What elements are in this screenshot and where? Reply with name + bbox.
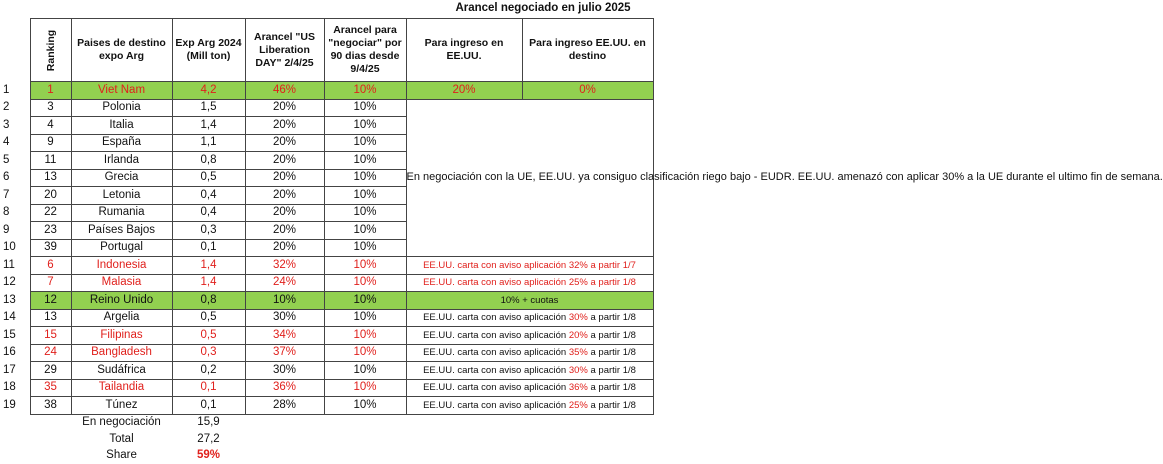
negotiate-tariff-cell: 10% — [324, 152, 406, 170]
row-number: 1 — [3, 83, 10, 96]
rank-cell: 13 — [30, 169, 71, 187]
note-text: a partir 1/8 — [587, 364, 636, 376]
row-number: 12 — [3, 276, 16, 289]
note-percent: 35% — [568, 347, 588, 359]
negotiate-tariff-cell: 10% — [324, 362, 406, 380]
row-number: 5 — [3, 153, 10, 166]
country-cell: Grecia — [71, 169, 172, 187]
row-number-header — [0, 19, 30, 82]
header-ranking: Ranking — [30, 19, 71, 82]
exports-cell: 0,2 — [172, 362, 245, 380]
negotiate-tariff-cell: 10% — [324, 309, 406, 327]
row-number: 7 — [3, 188, 10, 201]
liberation-tariff-cell: 20% — [245, 239, 324, 257]
table-row — [0, 309, 653, 327]
negotiate-tariff-cell: 10% — [324, 222, 406, 240]
negotiate-tariff-cell: 10% — [324, 134, 406, 152]
table-row — [0, 327, 653, 345]
negotiated-tariff-header: Arancel negociado en julio 2025 — [455, 2, 631, 14]
us-letter-note — [406, 257, 653, 275]
country-cell: Letonia — [71, 187, 172, 205]
country-cell: Rumania — [71, 204, 172, 222]
grand-total-value: 27,2 — [197, 432, 220, 445]
liberation-tariff-cell: 20% — [245, 134, 324, 152]
liberation-tariff-cell: 10% — [245, 292, 324, 310]
header-liberation-day: Arancel "US Liberation DAY" 2/4/25 — [245, 19, 324, 82]
share-value: 59% — [196, 449, 221, 462]
country-cell: Portugal — [71, 239, 172, 257]
exports-cell: 0,1 — [172, 397, 245, 415]
note-text: EE.UU. carta con aviso aplicación — [423, 277, 569, 289]
negotiate-tariff-cell: 10% — [324, 274, 406, 292]
note-text: a partir 1/8 — [587, 382, 636, 394]
country-cell: Argelia — [71, 309, 172, 327]
country-cell: Bangladesh — [71, 344, 172, 362]
rank-cell: 1 — [30, 82, 71, 100]
negotiate-tariff-cell: 10% — [324, 327, 406, 345]
row-number: 9 — [3, 223, 10, 236]
note-text: a partir 1/8 — [587, 329, 636, 341]
negotiate-tariff-cell: 10% — [324, 117, 406, 135]
header-exports: Exp Arg 2024 (Mill ton) — [172, 19, 245, 82]
note-percent: 32% — [568, 259, 588, 271]
exports-cell: 0,8 — [172, 292, 245, 310]
exports-cell: 0,3 — [172, 344, 245, 362]
liberation-tariff-cell: 46% — [245, 82, 324, 100]
note-text: a partir 1/8 — [587, 399, 636, 411]
liberation-tariff-cell: 20% — [245, 117, 324, 135]
table-row — [0, 274, 653, 292]
note-text: EE.UU. carta con aviso aplicación — [423, 347, 569, 359]
note-percent: 30% — [568, 312, 588, 324]
row-number: 13 — [3, 293, 16, 306]
country-cell: Irlanda — [71, 152, 172, 170]
header-entry-destination: Para ingreso EE.UU. en destino — [522, 19, 653, 82]
us-letter-note — [406, 327, 653, 345]
negotiate-tariff-cell: 10% — [324, 379, 406, 397]
us-letter-note — [406, 362, 653, 380]
liberation-tariff-cell: 30% — [245, 309, 324, 327]
rank-cell: 20 — [30, 187, 71, 205]
liberation-tariff-cell: 20% — [245, 222, 324, 240]
liberation-tariff-cell: 37% — [245, 344, 324, 362]
blank-cell — [0, 448, 71, 464]
rank-cell: 24 — [30, 344, 71, 362]
country-cell: Países Bajos — [71, 222, 172, 240]
rank-cell: 35 — [30, 379, 71, 397]
exports-cell: 1,4 — [172, 117, 245, 135]
table-row — [0, 292, 653, 310]
liberation-tariff-cell: 34% — [245, 327, 324, 345]
us-letter-note — [406, 309, 653, 327]
uk-note: 10% + cuotas — [406, 292, 653, 310]
row-number: 2 — [3, 101, 10, 114]
table-row — [0, 362, 653, 380]
exports-cell: 0,1 — [172, 379, 245, 397]
negotiate-tariff-cell: 10% — [324, 257, 406, 275]
summary-row — [0, 431, 653, 448]
row-number: 10 — [3, 241, 16, 254]
note-text: a partir 1/7 — [587, 259, 636, 271]
exports-cell: 0,3 — [172, 222, 245, 240]
summary-row — [0, 414, 653, 431]
liberation-tariff-cell: 20% — [245, 169, 324, 187]
exports-cell: 0,5 — [172, 309, 245, 327]
country-cell: Indonesia — [71, 257, 172, 275]
liberation-tariff-cell: 28% — [245, 397, 324, 415]
negotiate-tariff-cell: 10% — [324, 344, 406, 362]
row-number: 14 — [3, 311, 16, 324]
country-cell: Túnez — [71, 397, 172, 415]
country-cell: Tailandia — [71, 379, 172, 397]
row-number: 4 — [3, 136, 10, 149]
row-number: 19 — [3, 398, 16, 411]
eu-negotiation-note: En negociación con la UE, EE.UU. ya consiguo clasificación riego bajo - EUDR. EE.UU. amenazó con aplicar 30% a la UE durante el ultimo fin de semana. — [406, 99, 653, 257]
liberation-tariff-cell: 30% — [245, 362, 324, 380]
negotiate-tariff-cell: 10% — [324, 204, 406, 222]
note-text: EE.UU. carta con aviso aplicación — [423, 312, 569, 324]
country-cell: Sudáfrica — [71, 362, 172, 380]
rank-cell: 23 — [30, 222, 71, 240]
note-text: EE.UU. carta con aviso aplicación — [423, 259, 569, 271]
country-cell: Viet Nam — [71, 82, 172, 100]
country-cell: Polonia — [71, 99, 172, 117]
country-cell: Reino Unido — [71, 292, 172, 310]
note-percent: 20% — [568, 329, 588, 341]
negotiate-tariff-cell: 10% — [324, 239, 406, 257]
liberation-tariff-cell: 20% — [245, 204, 324, 222]
us-letter-note — [406, 379, 653, 397]
us-letter-note — [406, 344, 653, 362]
rank-cell: 12 — [30, 292, 71, 310]
header-negotiate: Arancel para "negociar" por 90 dias desde 9/4/25 — [324, 19, 406, 82]
exports-cell: 1,5 — [172, 99, 245, 117]
rank-cell: 39 — [30, 239, 71, 257]
negotiate-tariff-cell: 10% — [324, 99, 406, 117]
note-text: EE.UU. carta con aviso aplicación — [423, 399, 569, 411]
note-percent: 25% — [568, 399, 588, 411]
exports-cell: 0,5 — [172, 327, 245, 345]
rank-cell: 4 — [30, 117, 71, 135]
entry-destination-cell: 0% — [522, 82, 653, 100]
rank-cell: 38 — [30, 397, 71, 415]
table-row — [0, 99, 653, 117]
negotiate-tariff-cell: 10% — [324, 169, 406, 187]
table-row — [0, 344, 653, 362]
note-percent: 25% — [568, 277, 588, 289]
liberation-tariff-cell: 20% — [245, 99, 324, 117]
exports-cell: 4,2 — [172, 82, 245, 100]
share-label: Share — [106, 449, 137, 462]
note-text: a partir 1/8 — [587, 277, 636, 289]
exports-cell: 0,5 — [172, 169, 245, 187]
exports-cell: 0,4 — [172, 204, 245, 222]
table-row — [0, 257, 653, 275]
tariff-table — [0, 18, 1163, 464]
table-row — [0, 379, 653, 397]
entry-us-cell: 20% — [406, 82, 522, 100]
rank-cell: 9 — [30, 134, 71, 152]
liberation-tariff-cell: 24% — [245, 274, 324, 292]
row-number: 3 — [3, 118, 10, 131]
exports-cell: 1,4 — [172, 274, 245, 292]
rank-cell: 22 — [30, 204, 71, 222]
negotiate-tariff-cell: 10% — [324, 187, 406, 205]
liberation-tariff-cell: 20% — [245, 152, 324, 170]
exports-cell: 0,8 — [172, 152, 245, 170]
country-cell: Filipinas — [71, 327, 172, 345]
liberation-tariff-cell: 32% — [245, 257, 324, 275]
exports-cell: 1,1 — [172, 134, 245, 152]
row-number: 16 — [3, 346, 16, 359]
rank-cell: 13 — [30, 309, 71, 327]
us-letter-note — [406, 397, 653, 415]
rank-cell: 15 — [30, 327, 71, 345]
note-text: EE.UU. carta con aviso aplicación — [423, 364, 569, 376]
rank-cell: 3 — [30, 99, 71, 117]
liberation-tariff-cell: 20% — [245, 187, 324, 205]
table-row — [0, 82, 653, 100]
exports-cell: 0,1 — [172, 239, 245, 257]
negotiate-tariff-cell: 10% — [324, 397, 406, 415]
row-number: 17 — [3, 363, 16, 376]
blank-cell — [0, 414, 71, 431]
note-text: a partir 1/8 — [587, 347, 636, 359]
negotiate-tariff-cell: 10% — [324, 82, 406, 100]
row-number: 6 — [3, 171, 10, 184]
header-entry-us: Para ingreso en EE.UU. — [406, 19, 522, 82]
negotiation-total-label: En negociación — [82, 416, 161, 429]
rank-cell: 29 — [30, 362, 71, 380]
exports-cell: 0,4 — [172, 187, 245, 205]
note-text: a partir 1/8 — [587, 312, 636, 324]
country-cell: Malasia — [71, 274, 172, 292]
row-number: 18 — [3, 381, 16, 394]
rank-cell: 11 — [30, 152, 71, 170]
liberation-tariff-cell: 36% — [245, 379, 324, 397]
rank-cell: 7 — [30, 274, 71, 292]
row-number: 11 — [3, 258, 15, 271]
negotiate-tariff-cell: 10% — [324, 292, 406, 310]
note-percent: 30% — [568, 364, 588, 376]
grand-total-label: Total — [109, 432, 134, 445]
header-country: Paises de destino expo Arg — [71, 19, 172, 82]
exports-cell: 1,4 — [172, 257, 245, 275]
summary-row — [0, 448, 653, 464]
note-text: EE.UU. carta con aviso aplicación — [423, 329, 569, 341]
blank-cell — [0, 431, 71, 448]
country-cell: España — [71, 134, 172, 152]
rank-cell: 6 — [30, 257, 71, 275]
row-number: 15 — [3, 328, 16, 341]
country-cell: Italia — [71, 117, 172, 135]
note-percent: 36% — [568, 382, 588, 394]
table-row — [0, 397, 653, 415]
row-number: 8 — [3, 206, 10, 219]
negotiation-total-value: 15,9 — [197, 416, 220, 429]
us-letter-note — [406, 274, 653, 292]
note-text: EE.UU. carta con aviso aplicación — [423, 382, 569, 394]
